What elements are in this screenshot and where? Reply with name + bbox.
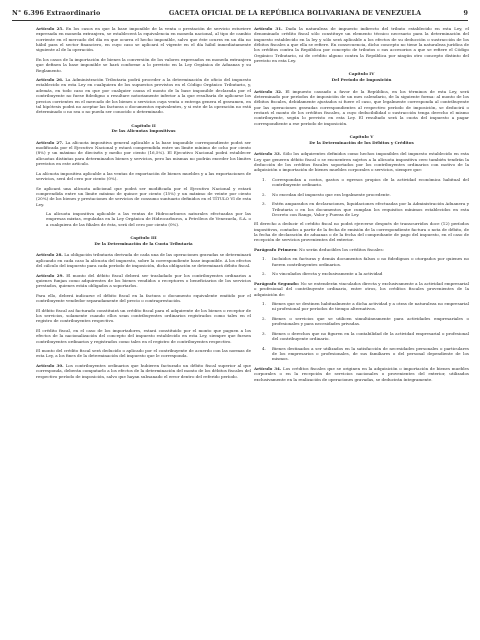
article-text: Los créditos fiscales que se originen en la adquisición o importación de bienes muebles corporales o en la recepción de servicios nacionales o provenientes del exterior, utilizados exclusivamente en la realización de operaciones gravadas, se deducirán íntegramente.	[254, 365, 469, 382]
article-text: En los casos en que la base imponible de la venta o prestación de servicio estuviere expresada en moneda extranjera, se establecerá la equivalencia en moneda nacional, al tipo de cambio corriente en el mercado del día en que ocurra el hecho imponible, salvo que éste ocurra en un día no hábil para el sector financiero, en cuyo caso se aplicará el vigente en el día hábil inmediatamente siguiente al de la operación.	[36, 26, 252, 53]
list-item	[262, 301, 469, 312]
article-32	[254, 89, 469, 126]
gazette-title: GACETA OFICIAL DE LA REPÚBLICA BOLIVARIANA DE VENEZUELA	[168, 9, 422, 17]
item-text: Correspondan a costos, gastos o egresos propios de la actividad económica habitual del contribuyente ordinario.	[272, 176, 469, 188]
article-title: Artículo 31.	[254, 26, 283, 31]
item-text: Estén amparados en declaraciones, liquidaciones efectuadas por la Administración Aduanera y Tributaria o en los documentos que cumplan los requisitos mínimos establecidos en esta Decreto con Rango, Valor y Fuerza de Ley.	[272, 201, 469, 217]
article-28	[36, 252, 251, 268]
article-title: Artículo 28.	[36, 252, 63, 258]
issue-number: N° 6.396 Extraordinario	[12, 9, 101, 17]
item-number: 2.	[262, 191, 266, 197]
article-paragraph: La alícuota impositiva aplicable a las ventas de Hidrocarburos naturales efectuadas por las empresas mixtas, reguladas en la Ley Orgánica de Hidrocarburos, a Petróleos de Venezuela, S.A. o a cualquiera de las filiales de ésta, será del cero por ciento (0%).	[46, 211, 251, 227]
paragraph-primero	[254, 247, 469, 252]
paragraph-label: Parágrafo Primero:	[254, 246, 298, 252]
item-number: 1.	[262, 301, 266, 307]
list-item	[262, 331, 469, 342]
article-paragraph: El crédito fiscal, en el caso de los importadores, estará constituido por el monto que paguen a los efectos de la nacionalización del concepto del impuesto establecido en esta Ley, siempre que fuesen contribuyentes ordinarios y registrados como tales en el registro de contribuyentes respectivo.	[36, 327, 251, 344]
article-paragraph: El monto del crédito fiscal será deducido o aplicado por el contribuyente de acuerdo con las normas de esta Ley, a los fines de la determinación del impuesto que le corresponda.	[36, 348, 251, 359]
article-title: Artículo 33.	[254, 151, 282, 157]
item-text: Bienes o servicios que se utilicen simultáneamente para actividades empresariales o profesionales y para necesidades privadas.	[272, 315, 469, 327]
article-29	[36, 273, 251, 289]
article-31	[254, 26, 469, 63]
item-text: Bienes destinados a ser utilizados en la satisfacción de necesidades personales o particulares de los empresarios o profesionales, de sus familiares o del personal dependiente de los mismos.	[272, 345, 469, 362]
article-paragraph: La alícuota impositiva aplicable a las ventas de exportación de bienes muebles y a las exportaciones de servicios, será del cero por ciento (0%).	[36, 170, 251, 181]
right-column	[254, 26, 469, 386]
list-item	[262, 177, 469, 188]
item-number: 1.	[262, 256, 266, 262]
article-30	[36, 363, 251, 379]
chapter-heading-3	[36, 235, 251, 246]
chapter-heading-4	[254, 71, 469, 82]
article-paragraph: Para ello, deberá indicarse el débito fiscal en la factura o documento equivalente emitido por el contribuyente vendedor separadamente del precio o contraprestación.	[36, 292, 251, 304]
article-title: Artículo 30.	[36, 362, 64, 368]
page-number: 9	[463, 9, 468, 17]
item-number: 1.	[262, 176, 266, 182]
article-text: La Administración Tributaria podrá proceder a la determinación de oficio del impuesto establecido en esta Ley en cualquiera de los supuestos previstos en el Código Orgánico Tributario, y, además, en todo caso en que por cualquier causa el monto de la base imponible declarada por el contribuyente no fuese fidedigno o resultare notoriamente inferior a la que resultaría de aplicarse los precios corrientes en el mercado de los bienes o servicios cuya venta o entrega genera el gravamen, en tal hipótesis podrá no aceptar las facturas o documentos equivalentes, y si este de la operación no está determinado o no sea o no pueda ser conocido o determinado.	[36, 77, 252, 115]
paragraph-label: Parágrafo Segundo:	[254, 280, 300, 286]
article-title: Artículo 25.	[36, 26, 64, 31]
list-item	[262, 271, 469, 276]
item-text: Bienes que se destinen habitualmente a dicha actividad y a otras de naturaleza no empresarial ni profesional por períodos de tiempo alternativos.	[272, 301, 469, 312]
header-rule	[12, 20, 468, 21]
article-34	[254, 366, 469, 382]
article-title: Artículo 29.	[36, 272, 64, 278]
item-text: No vinculados directa y exclusivamente a la actividad	[272, 271, 383, 277]
article-text: El monto del débito fiscal deberá ser trasladado por los contribuyentes ordinarios a quienes funjan como adquirentes de los bienes vendidos o receptores o beneficiarios de los servicios prestados, quienes están obligados a soportarlos.	[36, 272, 251, 289]
article-text: La obligación tributaria derivada de cada una de las operaciones gravadas se determinará aplicando en cada caso la alícuota del impuesto, sobre la correspondiente base imponible. A los efectos del cálculo del impuesto para cada período de imposición, dicha obligación se determinará débito fiscal.	[36, 252, 251, 268]
chapter-title: De las Alícuotas Impositivas	[111, 128, 176, 134]
item-number: 3.	[262, 330, 266, 336]
article-text: El impuesto causado a favor de la República, en los términos de esta Ley, será determinado por períodos de imposición de un mes calendario, de la siguiente forma: al monto de los débitos fiscales, debidamente ajustados si fuere el caso, que legalmente corresponda al contribuyente por las operaciones gravadas correspondientes al respectivo período de imposición, se deducirá o restará el monto de los créditos fiscales, a cuyo deducibilidad o sustracción tenga derecho el mismo contribuyente, según lo previsto en esta Ley. El resultado será la cuota del impuesto a pagar correspondiente a ese período de imposición.	[254, 88, 469, 126]
article-title: Artículo 26.	[36, 77, 64, 83]
paragraph-text: No serán deducibles los créditos fiscales:	[298, 246, 384, 252]
article-text: Los contribuyentes ordinarios que hubieren facturado un débito fiscal superior al que corresponda, deberán computarlo a los efectos de la determinación del monto de los débitos fiscales del respectivo período de imposición, salvo que hayan subsanado el error dentro del referido período.	[36, 362, 251, 379]
article-26	[36, 77, 251, 114]
chapter-heading-5	[254, 134, 469, 145]
paragraph-segundo	[254, 281, 469, 297]
item-number: 4.	[262, 345, 266, 351]
chapter-title: De la Determinación de los Débitos y Créditos	[309, 139, 414, 145]
chapter-title: Del Período de Imposición	[331, 77, 392, 82]
article-text: Dada la naturaleza de impuesto indirecto del tributo establecido en esta Ley, el denominado crédito fiscal sólo constituye un elemento técnico necesario para la determinación del impuesto establecido en la ley y sólo será aplicable a los efectos de su deducción o sustracción de los débitos fiscales a que ella se refiere. En consecuencia, dicho concepto no tiene la naturaleza jurídica de los créditos contra la República por concepto de tributos o sus accesorios a que se refiere el Código Orgánico Tributario, ni de crédito alguno contra la República por ningún otro concepto distinto del previsto en esta Ley.	[254, 26, 469, 64]
page-header	[12, 9, 468, 19]
article-paragraph: Se aplicará una alícuota adicional que podrá ser modificada por el Ejecutivo Nacional y estará comprendida entre un límite mínimo de quince por ciento (15%) y un máximo de veinte por ciento (20%) de los bienes y prestaciones de servicios de consumo suntuario definidos en el TÍTULO VI de esta Ley.	[36, 185, 251, 207]
item-text: Incluidos en facturas y demás documentos falsos o no fidedignos o otorgados por quienes no fueren contribuyentes ordinarios.	[272, 256, 469, 267]
chapter-number: Capítulo V	[349, 134, 374, 139]
chapter-number: Capítulo III	[130, 235, 157, 241]
paragraph-text: No se entenderán vinculados directa y exclusivamente a la actividad empresarial o profesional del contribuyente ordinario, entre otros, los créditos fiscales provenientes de la adquisición de:	[254, 280, 469, 297]
list-item	[262, 256, 469, 267]
chapter-heading-2	[36, 123, 251, 134]
article-title: Artículo 27.	[36, 139, 64, 145]
article-paragraph: El débito fiscal así facturado constituirá un crédito fiscal para el adquirente de los bienes o receptor de los servicios, solamente cuando ellos sean contribuyentes ordinarios registrados como tales en el registro de contribuyentes respectivo.	[36, 307, 251, 324]
article-text: La alícuota impositiva general aplicable a la base imponible correspondiente podrá ser modificada por el Ejecutivo Nacional y estará comprendida entre un límite mínimo de ocho por ciento (8%) y un máximo de dieciséis y medio por ciento (16,5%). El Ejecutivo Nacional podrá establecer alícuotas distintas para determinados bienes y servicios, pero las mismas no podrán exceder los límites previstos en este artículo.	[36, 139, 251, 167]
item-number: 3.	[262, 201, 266, 207]
item-text: No excedan del impuesto que era legalmente procedente.	[272, 191, 391, 197]
left-column	[36, 26, 251, 383]
article-title: Artículo 32.	[254, 88, 283, 94]
article-text: Sólo los adquirentes definidos como hechos imponibles del impuesto establecido en esta Ley que generen débito fiscal o se encuentren sujetos a la alícuota impositiva cero también tendrán la deducción de los créditos fiscales soportados por los contribuyentes ordinarios con motivo de la adquisición o importación de bienes muebles corporales o servicios, siempre que:	[254, 151, 469, 173]
article-paragraph: En los casos de la importación de bienes la conversión de los valores expresados en moneda extranjera que definen la base imponible se hará conforme a lo previsto en la Ley Orgánica de Aduanas y su Reglamento.	[36, 56, 251, 73]
item-text: Bienes o derechos que no figuren en la contabilidad de la actividad empresarial o profesional del contribuyente ordinario.	[272, 330, 469, 342]
article-33	[254, 151, 469, 172]
list-item	[262, 346, 469, 362]
list-item	[262, 192, 469, 197]
item-number: 2.	[262, 315, 266, 321]
list-item	[262, 201, 469, 217]
chapter-number: Capítulo IV	[348, 71, 375, 77]
item-number: 2.	[262, 271, 266, 277]
chapter-title: De la Determinación de la Cuota Tributaria	[94, 240, 193, 246]
list-item	[262, 316, 469, 327]
article-25	[36, 26, 251, 53]
article-paragraph: El derecho a deducir el crédito fiscal no podrá ejercerse después de transcurridos doce (12) períodos impositivos, contados a partir de la fecha de emisión de la correspondiente factura o nota de débito, de la fecha de declaración de aduanas o de la fecha del comprobante de pago del impuesto, en el caso de recepción de servicios provenientes del exterior.	[254, 221, 469, 243]
article-title: Artículo 34.	[254, 365, 282, 371]
chapter-number: Capítulo II	[131, 122, 156, 128]
article-27	[36, 140, 251, 167]
